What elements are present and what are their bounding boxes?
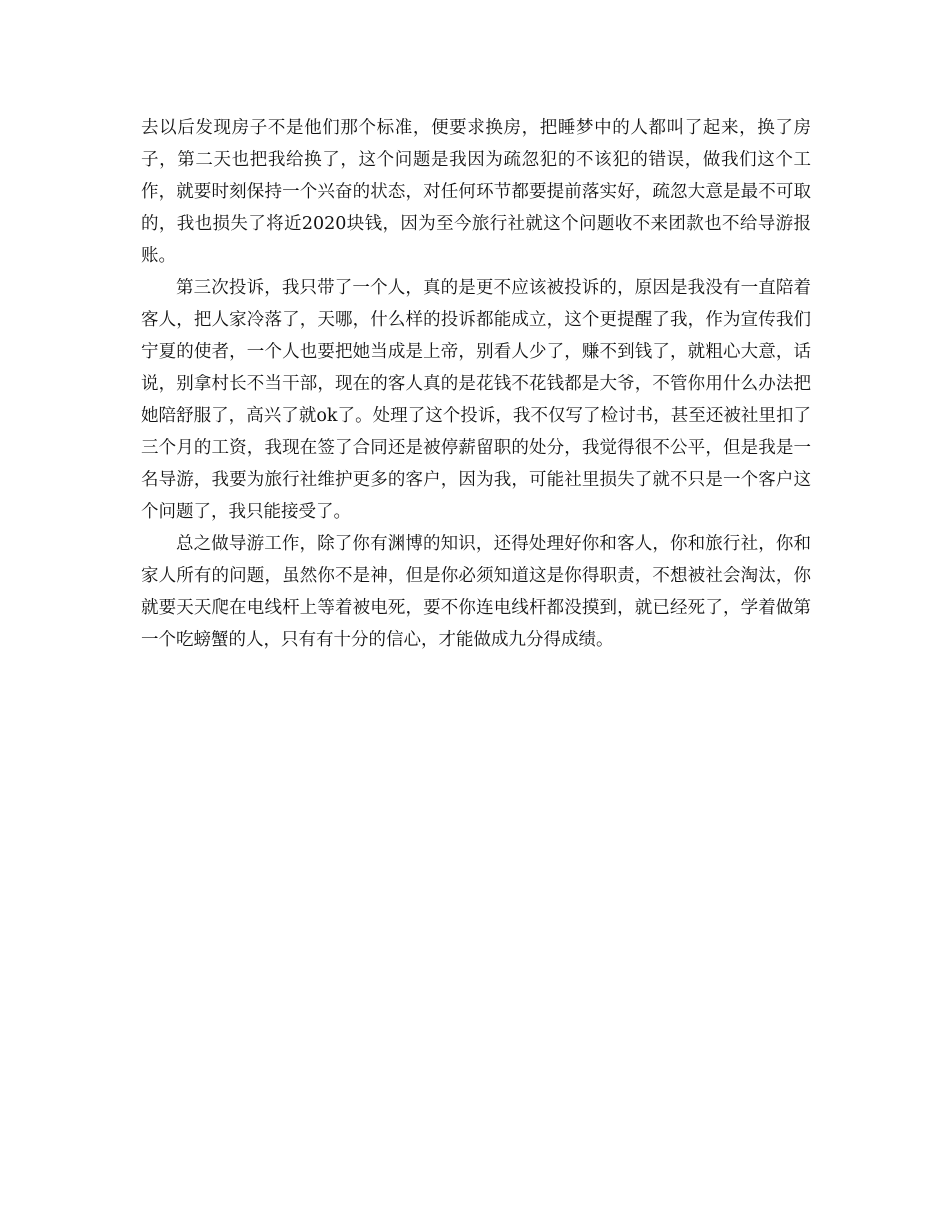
paragraph-continuation: 去以后发现房子不是他们那个标准，便要求换房，把睡梦中的人都叫了起来，换了房子，第二天也把我给换了，这个问题是我因为疏忽犯的不该犯的错误，做我们这个工作，就要时刻保持一个兴奋的状态，对任何环节都要提前落实好，疏忽大意是最不可取的，我也损失了将近2020块钱，因为至今旅行社就这个问题收不来团款也不给导游报账。 <box>141 118 811 266</box>
document-body <box>141 112 811 656</box>
paragraph-third-complaint: 第三次投诉，我只带了一个人，真的是更不应该被投诉的，原因是我没有一直陪着客人，把人家冷落了，天哪，什么样的投诉都能成立，这个更提醒了我，作为宣传我们宁夏的使者，一个人也要把她当成是上帝，别看人少了，赚不到钱了，就粗心大意，话说，别拿村长不当干部，现在的客人真的是花钱不花钱都是大爷，不管你用什么办法把她陪舒服了，高兴了就ok了。处理了这个投诉，我不仅写了检讨书，甚至还被社里扣了三个月的工资，我现在签了合同还是被停薪留职的处分，我觉得很不公平，但是我是一名导游，我要为旅行社维护更多的客户，因为我，可能社里损失了就不只是一个客户这个问题了，我只能接受了。 <box>141 278 811 522</box>
paragraph-conclusion: 总之做导游工作，除了你有渊博的知识，还得处理好你和客人，你和旅行社，你和家人所有的问题，虽然你不是神，但是你必须知道这是你得职责，不想被社会淘汰，你就要天天爬在电线杆上等着被电死，要不你连电线杆都没摸到，就已经死了，学着做第一个吃螃蟹的人，只有有十分的信心，才能做成九分得成绩。 <box>141 534 811 650</box>
